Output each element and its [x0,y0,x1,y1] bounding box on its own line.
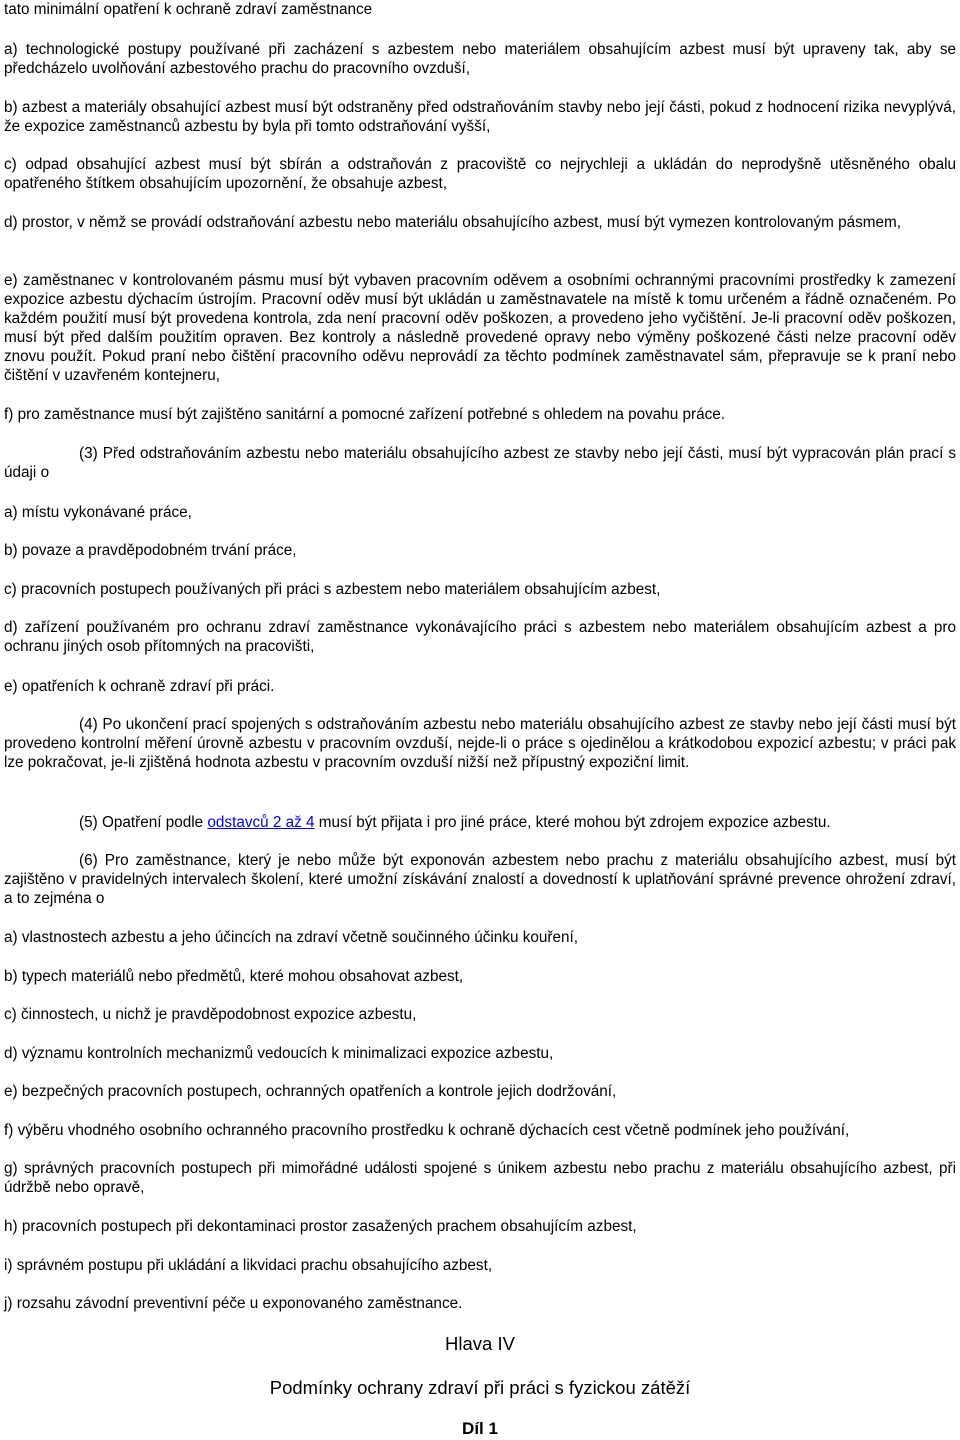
training-item-f: f) výběru vhodného osobního ochranného pracovního prostředku k ochraně dýchacích cest včetně podmínek jeho používání, [4,1122,850,1139]
training-item-j: j) rozsahu závodní preventivní péče u exponovaného zaměstnance. [4,1295,463,1312]
training-item-h: h) pracovních postupech při dekontaminaci prostor zasažených prachem obsahujícím azbest, [4,1218,637,1235]
paragraphs-2-4-link[interactable]: odstavců 2 až 4 [207,814,315,831]
item-d-controlled-zone: d) prostor, v němž se provádí odstraňování azbestu nebo materiálu obsahujícího azbest, musí být vymezen kontrolovaným pásmem, [4,214,902,231]
item-f-sanitary-facilities: f) pro zaměstnance musí být zajištěno sanitární a pomocné zařízení potřebné s ohledem na povahu práce. [4,406,726,423]
section-5-text-after: musí být přijata i pro jiné práce, které mohou být zdrojem expozice azbestu. [314,814,831,831]
part-heading: Díl 1 [462,1419,498,1438]
item-b-removal-before-demolition: b) azbest a materiály obsahující azbest musí být odstraněny před odstraňováním stavby nebo její části, pokud z hodnocení rizika nevyplývá, že expozice zaměstnanců azbestu by byla při tomto odstraňování vyšší, [4,99,956,135]
plan-item-b: b) povaze a pravděpodobném trvání práce, [4,542,297,559]
plan-item-c: c) pracovních postupech používaných při práci s azbestem nebo materiálem obsahujícím azbest, [4,581,661,598]
section-6-training: (6) Pro zaměstnance, který je nebo může být exponován azbestem nebo prachu z materiálu obsahujícího azbest, musí být zajištěno v pravidelných intervalech školení, které umožní získávání znalostí a dovedností k uplatňování správné prevence ohrožení zdraví, a to zejména o [4,852,956,907]
training-item-a: a) vlastnostech azbestu a jeho účincích na zdraví včetně součinného účinku kouření, [4,929,578,946]
chapter-heading: Hlava IV [445,1333,515,1354]
item-c-waste-collection: c) odpad obsahující azbest musí být sbírán a odstraňován z pracoviště co nejrychleji a ukládán do neprodyšně utěsněného obalu opatřeného štítkem obsahujícím upozornění, že obsahuje azbest, [4,156,956,192]
section-4-control-measurement: (4) Po ukončení prací spojených s odstraňováním azbestu nebo materiálu obsahujícího azbest ze stavby nebo její části musí být provedeno kontrolní měření úrovně azbestu v pracovním ovzduší, nejde-li o práce s ojedinělou a krátkodobou expozicí azbestu; v práci pak lze pokračovat, je-li zjištěná hodnota azbestu v pracovním ovzduší nižší než přípustný expoziční limit. [4,716,956,771]
section-5-text-before: (5) Opatření podle [79,814,208,831]
item-e-protective-clothing: e) zaměstnanec v kontrolovaném pásmu musí být vybaven pracovním oděvem a osobními ochrannými pracovními prostředky k zamezení expozice azbestu dýchacím ústrojím. Pracovní oděv musí být ukládán u zaměstnavatele na místě k tomu určeném a řádně označeném. Po každém použití musí být provedena kontrola, zda není pracovní oděv poškozen, a provedeno jeho vyčištění. Je-li pracovní oděv poškozen, musí být před dalším použitím opraven. Bez kontroly a následně provedené opravy nebo výměny poškozené části nelze pracovní oděv znovu použít. Pokud praní nebo čištění pracovního oděvu neprovádí za těchto podmínek zaměstnavatel sám, přepravuje se k praní nebo čištění v uzavřeném kontejneru, [4,272,956,384]
chapter-title: Podmínky ochrany zdraví při práci s fyzickou zátěží [269,1377,691,1398]
intro-paragraph: tato minimální opatření k ochraně zdraví zaměstnance [4,1,373,18]
training-item-d: d) významu kontrolních mechanizmů vedoucích k minimalizaci expozice azbestu, [4,1045,554,1062]
plan-item-e: e) opatřeních k ochraně zdraví při práci. [4,678,275,695]
training-item-g: g) správných pracovních postupech při mimořádné události spojené s únikem azbestu nebo prachu z materiálu obsahujícího azbest, při údržbě nebo opravě, [4,1160,956,1196]
training-item-c: c) činnostech, u nichž je pravděpodobnost expozice azbestu, [4,1006,417,1023]
training-item-e: e) bezpečných pracovních postupech, ochranných opatřeních a kontrole jejich dodržování, [4,1083,617,1100]
plan-item-d: d) zařízení používaném pro ochranu zdraví zaměstnance vykonávajícího práci s azbestem nebo materiálem obsahujícím azbest a pro ochranu jiných osob přítomných na pracovišti, [4,619,956,655]
section-3-work-plan: (3) Před odstraňováním azbestu nebo materiálu obsahujícího azbest ze stavby nebo její části, musí být vypracován plán prací s údaji o [4,445,956,481]
training-item-i: i) správném postupu při ukládání a likvidaci prachu obsahujícího azbest, [4,1257,493,1274]
section-5-measures [4,813,956,832]
item-a-technological-procedures: a) technologické postupy používané při zacházení s azbestem nebo materiálem obsahujícím azbest musí být upraveny tak, aby se předcházelo uvolňování azbestového prachu do pracovního ovzduší, [4,41,956,77]
plan-item-a: a) místu vykonávané práce, [4,504,192,521]
training-item-b: b) typech materiálů nebo předmětů, které mohou obsahovat azbest, [4,968,464,985]
